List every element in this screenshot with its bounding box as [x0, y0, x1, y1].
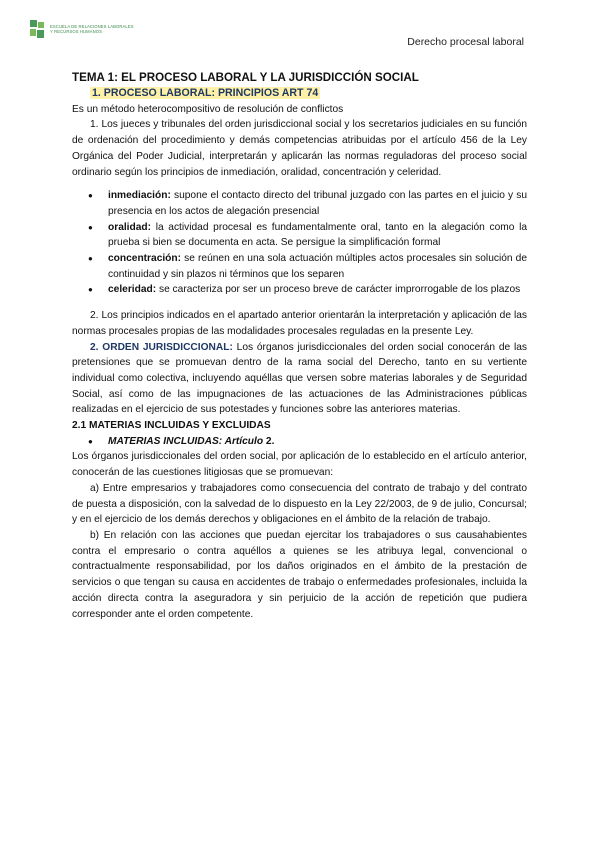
- section-2-text: Los órganos jurisdiccionales del orden social conocerán de las pretensiones que se promuevan dentro de la rama social del Derecho, tanto en su vertiente individual como colectiva, incluyendo aquéllas que versen sobre materias laborales y de Seguridad Social, así como de las impugnaciones de las actuaciones de las Administraciones públicas realizadas en el ejercicio de sus potestades y funciones sobre las anteriores materias.: [72, 341, 527, 416]
- principle-text: la actividad procesal es fundamentalmente oral, tanto en la alegación como la prueba si bien se documenta en acta. Se persigue la simplificación formal: [108, 221, 527, 249]
- page-title: TEMA 1: EL PROCESO LABORAL Y LA JURISDICCIÓN SOCIAL: [72, 71, 419, 84]
- section-2-paragraph: [72, 340, 527, 419]
- logo-line-1: ESCUELA DE RELACIONES LABORALES: [50, 23, 134, 29]
- materias-article-num: 2.: [263, 435, 275, 447]
- materias-incluidas-bullet: [72, 434, 527, 450]
- principle-text: supone el contacto directo del tribunal juzgado con las partes en el juicio y su presencia en los actos de alegación presencial: [108, 190, 527, 217]
- course-name: Derecho procesal laboral: [407, 36, 524, 48]
- principle-term: inmediación:: [108, 190, 171, 202]
- logo-line-2: Y RECURSOS HUMANOS: [50, 29, 102, 34]
- item-a: a) Entre empresarios y trabajadores como consecuencia del contrato de trabajo y del contrato de puesta a disposición, con la salvedad de lo dispuesto en la Ley 22/2003, de 9 de julio, Concursal; y en el ejercicio de los demás derechos y obligaciones en el ámbito de la relación de trabajo.: [72, 482, 527, 526]
- section-2-1-intro: Los órganos jurisdiccionales del orden social, por aplicación de lo establecido en el artículo anterior, conocerán de las cuestiones litigiosas que se promuevan:: [72, 451, 527, 479]
- section-1-para-2: 2. Los principios indicados en el apartado anterior orientarán la interpretación y aplicación de las normas procesales propias de las modalidades procesales reguladas en la presente Ley.: [72, 310, 527, 337]
- section-1-heading-text: 1. PROCESO LABORAL: PRINCIPIOS ART 74: [92, 87, 319, 99]
- principle-term: celeridad:: [108, 284, 157, 296]
- principle-text: se reúnen en una sola actuación múltiples actos procesales sin solución de continuidad y sin plazos ni términos que los separen: [108, 253, 527, 280]
- document-body: [72, 70, 527, 622]
- section-2-1-heading: 2.1 MATERIAS INCLUIDAS Y EXCLUIDAS: [72, 420, 271, 432]
- principle-term: concentración:: [108, 253, 182, 265]
- list-item: [108, 251, 527, 282]
- list-item: [108, 188, 527, 219]
- section-2-heading: 2. ORDEN JURISDICCIONAL:: [90, 341, 233, 353]
- list-item: [108, 220, 527, 251]
- logo-icon: [28, 18, 46, 40]
- section-1-intro: Es un método heterocompositivo de resolución de conflictos: [72, 103, 344, 115]
- section-1-para-1: 1. Los jueces y tribunales del orden jurisdiccional social y los secretarios judiciales en su función de ordenación del procedimiento y demás competencias atribuidas por el artículo 456 de la Ley Orgánica del Poder Judicial, interpretarán y aplicarán las normas reguladoras del proceso social ordinario según los principios de inmediación, oralidad, concentración y celeridad.: [72, 119, 527, 178]
- materias-label: MATERIAS INCLUIDAS: Artículo: [108, 435, 264, 447]
- principle-text: se caracteriza por ser un proceso breve de carácter improrrogable de los plazos: [156, 284, 521, 296]
- item-b: b) En relación con las acciones que puedan ejercitar los trabajadores o sus causahabientes contra el empresario o contra aquéllos a quienes se les atribuya legal, convencional o contractualmente responsabilidad, por los daños originados en el ámbito de la prestación de servicios o que tengan su causa en accidentes de trabajo o enfermedades profesionales, incluida la acción directa contra la aseguradora y sin perjuicio de la acción de repetición que pudiera corresponder ante el orden competente.: [72, 529, 527, 620]
- logo-text: [50, 24, 134, 35]
- principles-list: [72, 188, 527, 298]
- institution-logo: [28, 18, 134, 40]
- section-1-heading: [72, 86, 527, 102]
- principle-term: oralidad:: [108, 221, 152, 233]
- list-item: [108, 282, 527, 298]
